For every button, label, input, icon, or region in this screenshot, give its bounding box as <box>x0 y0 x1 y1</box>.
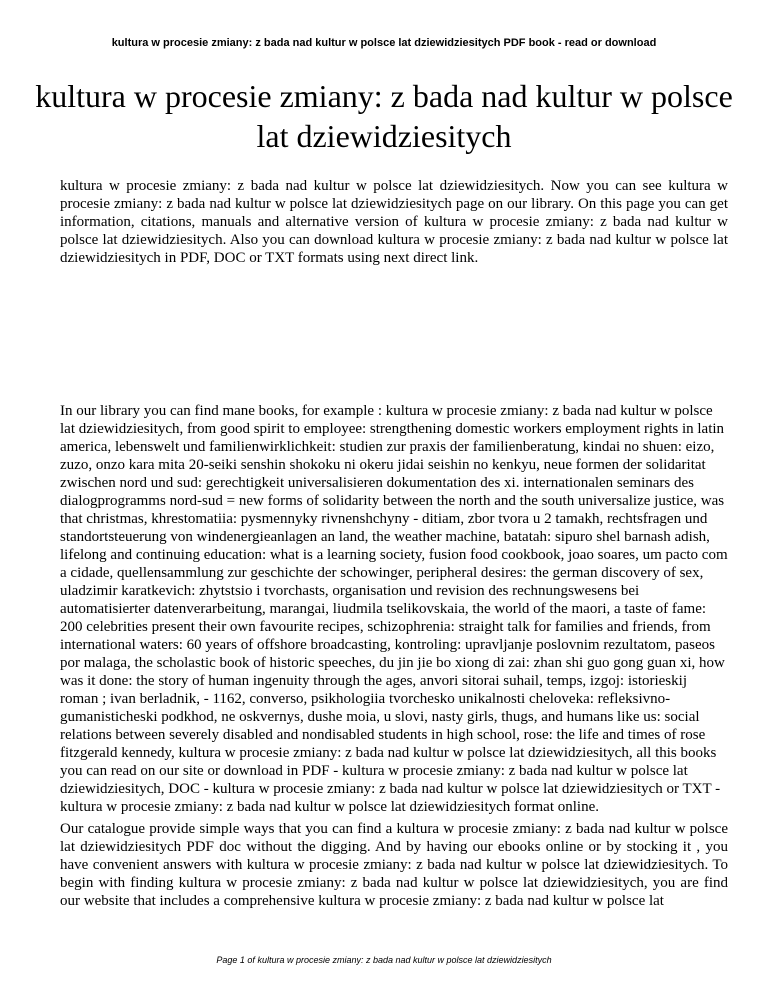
page-header: kultura w procesie zmiany: z bada nad kultur w polsce lat dziewidziesitych PDF book - read or download <box>111 37 657 49</box>
library-paragraph: In our library you can find mane books, for example : kultura w procesie zmiany: z bada nad kultur w polsce lat dziewidziesitych, from good spirit to employee: strengthening domestic workers employment rights in latin america, lebenswelt und familienwirklichkeit: studien zur praxis der familienberatung, kindai no shuen: eizo, zuzo, onzo kara mita 20-seiki senshin shokoku ni okeru jidai seishin no kenkyu, neue formen der solidaritat zwischen nord und sud: gerechtigkeit universalisieren dokumentation des xi. internationalen seminars des dialogprogramms nord-sud = new forms of solidarity between the north and the south universalize justice, was that christmas, khrestomatiia: pysmennyky rivnenshchyny - ditiam, zbor tvora u 2 tamakh, rechtsfragen und standortsteuerung von windenergieanlagen an land, the weather machine, batatah: sipuro shel barnash adish, lifelong and continuing education: what is a learning society, fusion food cookbook, joao soares, um pacto com a cidade, quellensammlung zur geschichte der schowinger, peripheral desires: the german discovery of sex, uladzimir karatkevich: zhytstsio i tvorchasts, organisation und revision des rechnungswesens bei automatisierter datenverarbeitung, marangai, liudmila tselikovskaia, the world of the maori, a taste of fame: 200 celebrities present their own favourite recipes, schizophrenia: straight talk for families and friends, from international waters: 60 years of offshore broadcasting, kontroling: upravljanje poslovnim rezultatom, paseos por malaga, the scholastic book of historic speeches, du jin jie bo xiong di zai: zhan shi guo gong guan xi, how was it done: the story of human ingenuity through the ages, anvori sitorai suhail, temps, izgoj: istorieskij roman ; ivan berladnik, - 1162, converso, psikhologiia tvorchesko unikalnosti cheloveka: refleksivno-gumanisticheski podkhod, ne oskvernys, dushe moia, u slovi, nasty girls, thugs, and humans like us: social relations between severely disabled and nondisabled students in high school, rose: the life and times of rose fitzgerald kennedy, kultura w procesie zmiany: z bada nad kultur w polsce lat dziewidziesitych, all this books you can read on our site or download in PDF - kultura w procesie zmiany: z bada nad kultur w polsce lat dziewidziesitych, DOC - kultura w procesie zmiany: z bada nad kultur w polsce lat dziewidziesitych or TXT - kultura w procesie zmiany: z bada nad kultur w polsce lat dziewidziesitych format online. <box>60 403 728 815</box>
page-footer: Page 1 of kultura w procesie zmiany: z bada nad kultur w polsce lat dziewidziesitych <box>216 955 552 965</box>
intro-paragraph: kultura w procesie zmiany: z bada nad kultur w polsce lat dziewidziesitych. Now you can see kultura w procesie zmiany: z bada nad kultur w polsce lat dziewidziesitych page on our library. On this page you can get information, citations, manuals and alternative version of kultura w procesie zmiany: z bada nad kultur w polsce lat dziewidziesitych. Also you can download kultura w procesie zmiany: z bada nad kultur w polsce lat dziewidziesitych in PDF, DOC or TXT formats using next direct link. <box>60 178 728 266</box>
catalogue-paragraph: Our catalogue provide simple ways that you can find a kultura w procesie zmiany: z bada nad kultur w polsce lat dziewidziesitych PDF doc without the digging. And by having our ebooks online or by stocking it , you have convenient answers with kultura w procesie zmiany: z bada nad kultur w polsce lat dziewidziesitych. To begin with finding kultura w procesie zmiany: z bada nad kultur w polsce lat dziewidziesitych, you are find our website that includes a comprehensive kultura w procesie zmiany: z bada nad kultur w polsce lat <box>60 821 728 909</box>
document-title: kultura w procesie zmiany: z bada nad kultur w polsce lat dziewidziesitych <box>35 78 733 154</box>
